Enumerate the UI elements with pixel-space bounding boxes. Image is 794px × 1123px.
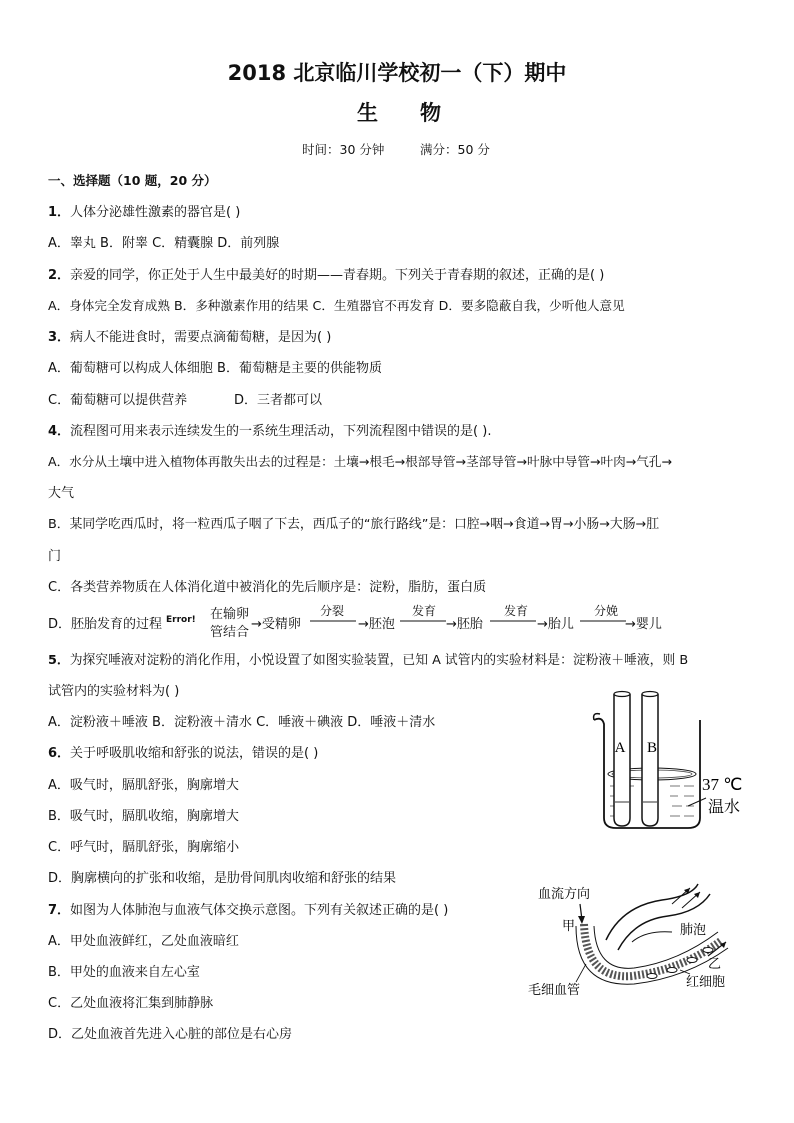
flow-step-blastocyst: →胚泡 [358,617,395,632]
error-text: Error! [166,615,196,625]
question-7 [48,899,448,918]
question-number: 7． [48,903,71,918]
question-stem: 关于呼吸肌收缩和舒张的说法，错误的是( ) [70,746,319,761]
question-stem: 人体分泌雄性激素的器官是( ) [70,205,241,220]
flow-dashes [300,604,640,628]
warm-water-label: 温水 [708,799,741,816]
test-tube-a [614,694,630,826]
q4-option-a-line2: 大气 [48,486,75,501]
flow-label-develop-2: 发育 [504,604,529,618]
q5-options: A．淀粉液＋唾液 B．淀粉液＋清水 C．唾液＋碘液 D．唾液＋清水 [48,715,436,730]
q6-option-d: D．胸廓横向的扩张和收缩，是肋骨间肌肉收缩和舒张的结果 [48,871,397,886]
q3-options-ab: A．葡萄糖可以构成人体细胞 B．葡萄糖是主要的供能物质 [48,361,382,376]
question-number: 2． [48,268,71,283]
jia-label: 甲 [562,918,576,933]
question-2 [48,264,604,283]
flow-step-zygote: →受精卵 [251,617,301,632]
fertilization-label-top: 在输卵 [210,607,250,622]
score-info: 满分：50 分 [420,142,490,157]
question-stem: 病人不能进食时，需要点滴葡萄糖，是因为( ) [70,330,332,345]
q4-option-a-line1: A．水分从土壤中进入植物体再散失出去的过程是：土壤→根毛→根部导管→茎部导管→叶脉中导管→叶肉→气孔→ [48,454,673,469]
flow-label-birth: 分娩 [594,604,619,618]
question-5 [48,649,688,668]
flow-label-develop-1: 发育 [412,604,437,618]
question-number: 1． [48,205,71,220]
question-number: 3． [48,330,71,345]
q7-option-d: D．乙处血液首先进入心脏的部位是右心房 [48,1027,293,1042]
question-stem: 流程图可用来表示连续发生的一系统生理活动，下列流程图中错误的是( ). [70,424,492,439]
flow-step-embryo: →胚胎 [446,617,483,632]
alveolus-figure [522,880,762,1005]
question-number: 5． [48,653,70,668]
q7-option-c: C．乙处血液将汇集到肺静脉 [48,996,214,1011]
question-3 [48,326,331,345]
test-tube-b [642,694,658,826]
question-stem: 为探究唾液对淀粉的消化作用，小悦设置了如图实验装置，已知 A 试管内的实验材料是：淀粉液＋唾液，则 B [69,653,689,668]
page-title: 2018 北京临川学校初一（下）期中 [227,61,567,85]
q2-options: A．身体完全发育成熟 B．多种激素作用的结果 C．生殖器官不再发育 D．要多隐蔽自我，少听他人意见 [48,298,625,313]
q4-option-d-prefix: D．胚胎发育的过程 [48,617,163,632]
rbc-label: 红细胞 [686,974,726,989]
q1-options: A．睾丸 B．附睾 C．精囊腺 D．前列腺 [48,236,280,251]
question-4 [48,420,491,439]
capillary-label: 毛细血管 [528,982,581,997]
yi-label: 乙 [708,956,722,971]
section-heading: 一、选择题（10 题，20 分） [48,173,217,188]
question-1 [48,201,240,220]
time-info: 时间：30 分钟 [302,142,385,157]
flow-step-fetus: →胎儿 [537,617,574,632]
beaker-figure [590,690,750,835]
q3-option-d: D．三者都可以 [234,393,323,408]
q7-option-b: B．甲处的血液来自左心室 [48,965,200,980]
flow-label-divide: 分裂 [320,604,345,618]
question-stem: 如图为人体肺泡与血液气体交换示意图。下列有关叙述正确的是( ) [70,903,449,918]
blood-flow-label: 血流方向 [538,886,591,901]
q5-stem-line2: 试管内的实验材料为( ) [48,684,180,699]
q6-option-c: C．呼气时，膈肌舒张，胸廓缩小 [48,840,240,855]
alveolus-label: 肺泡 [680,922,707,937]
tube-b-label: B [646,740,658,756]
question-number: 6． [48,746,71,761]
q6-option-a: A．吸气时，膈肌舒张，胸廓增大 [48,778,239,793]
q6-option-b: B．吸气时，膈肌收缩，胸廓增大 [48,809,239,824]
q3-option-c: C．葡萄糖可以提供营养 [48,393,188,408]
tube-a-label: A [614,740,626,756]
subject-char-2: 物 [420,101,441,125]
subject-char-1: 生 [357,101,378,125]
q4-option-c: C．各类营养物质在人体消化道中被消化的先后顺序是：淀粉，脂肪，蛋白质 [48,580,487,595]
fertilization-label-bottom: 管结合 [210,625,250,640]
q7-option-a: A．甲处血液鲜红，乙处血液暗红 [48,934,239,949]
flow-step-baby: →婴儿 [625,617,662,632]
temperature-label: 37 ℃ [702,775,743,794]
question-stem: 亲爱的同学，你正处于人生中最美好的时期——青春期。下列关于青春期的叙述，正确的是( ) [70,268,605,283]
q4-option-b-line1: B．某同学吃西瓜时，将一粒西瓜子咽了下去，西瓜子的“旅行路线”是：口腔→咽→食道→胃→小肠→大肠→肛 [48,517,660,532]
question-6 [48,742,318,761]
question-number: 4． [48,424,71,439]
q4-option-b-line2: 门 [48,549,62,564]
